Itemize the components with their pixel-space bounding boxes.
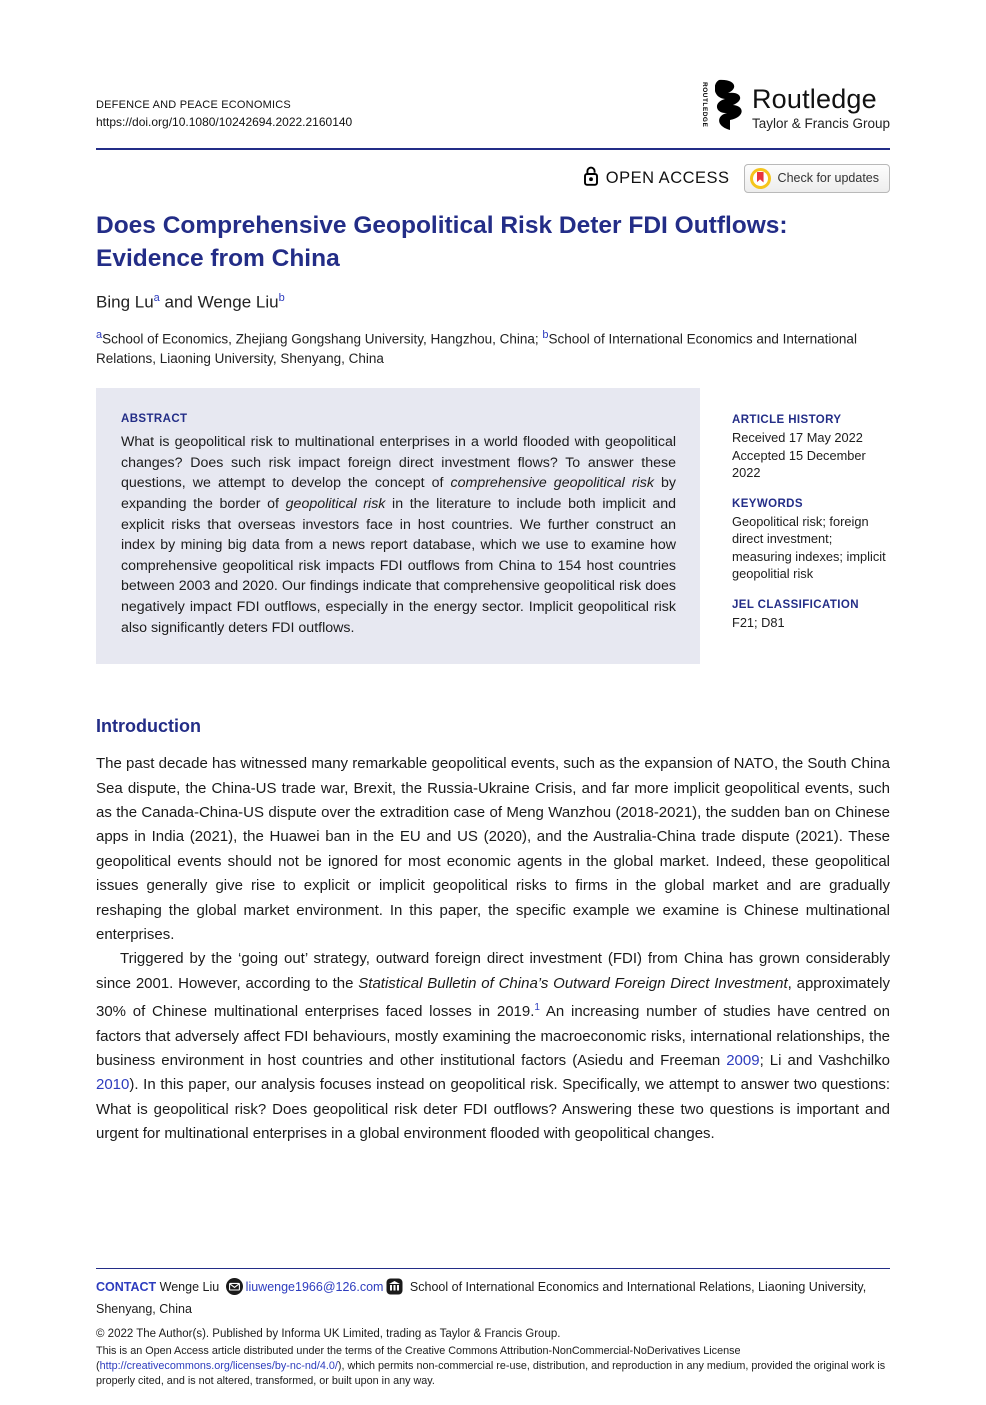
article-history-group bbox=[732, 414, 890, 482]
author-1: Bing Lu bbox=[96, 292, 154, 312]
contact-label: CONTACT bbox=[96, 1280, 157, 1294]
p2-seg-4: ; Li and Vashchilko bbox=[759, 1051, 890, 1069]
page-footer bbox=[96, 1268, 890, 1390]
publisher-logo bbox=[701, 79, 890, 136]
publisher-group: Taylor & Francis Group bbox=[751, 116, 890, 131]
abstract-seg-2: by expanding the border of bbox=[121, 475, 676, 512]
contact-name: Wenge Liu bbox=[156, 1280, 223, 1294]
routledge-vertical-text: ROUTLEDGE bbox=[700, 81, 708, 127]
authors-joiner: and bbox=[159, 292, 198, 312]
license-seg-2: ), which permits non-commercial re-use, distribution, and reproduction in any medium, provided the original work is properly cited, and is not altered, transformed, or built upon in any way. bbox=[96, 1360, 886, 1388]
open-access-lock-icon bbox=[583, 165, 599, 192]
abstract-seg-3: in the literature to include both implicit and explicit risks that overseas investors face in host countries. We further construct an index by mining big data from a news report database, which we use to examine how comprehensive geopolitical risk impacts FDI outflows from China to 154 host countries between 2003 and 2020. Our findings indicate that comprehensive geopolitical risk does negatively impact FDI outflows, especially in the energy sector. Implicit geopolitical risk also significantly deters FDI outflows. bbox=[121, 495, 677, 636]
crossmark-icon bbox=[750, 168, 771, 189]
author-2: Wenge Liu bbox=[197, 292, 279, 312]
p2-seg-2: , approximately 30% of Chinese multinational enterprises faced losses in 2019. bbox=[96, 974, 890, 1021]
affil-b-text: School of International Economics and International Relations, Liaoning University, Shenyang, China bbox=[96, 331, 857, 366]
affiliations bbox=[96, 326, 890, 369]
contact-affiliation: School of International Economics and International Relations, Liaoning University, Shenyang, China bbox=[96, 1280, 867, 1316]
footer-divider bbox=[96, 1268, 890, 1269]
abstract-text bbox=[121, 432, 676, 638]
p2-seg-5: ). In this paper, our analysis focuses instead on geopolitical risk. Specifically, we attempt to answer two questions: What is geopolitical risk? Does geopolitical risk deter FDI outflows? Answering these two questions is important and urgent for multinational enterprises in a global environment flooded with geopolitical changes. bbox=[96, 1076, 890, 1143]
jel-group bbox=[732, 599, 890, 632]
abstract-label: ABSTRACT bbox=[121, 413, 188, 426]
doi-text: https://doi.org/10.1080/10242694.2022.2160140 bbox=[96, 115, 353, 129]
accepted-date: Accepted 15 December 2022 bbox=[732, 447, 866, 481]
author-2-affil-sup: b bbox=[278, 292, 285, 304]
abstract-italic-1: comprehensive geopolitical risk bbox=[450, 475, 654, 492]
citation-2010-link[interactable]: 2010 bbox=[96, 1076, 130, 1094]
affil-b-sup: b bbox=[542, 328, 549, 341]
email-icon bbox=[226, 1278, 243, 1300]
abstract-seg-1: What is geopolitical risk to multinational enterprises in a world flooded with geopolitical changes? Does such risk impact foreign direct investment flows? To answer these questions, we attempt to develop the concept of bbox=[121, 434, 676, 492]
jel-text: F21; D81 bbox=[732, 614, 785, 630]
copyright-line: © 2022 The Author(s). Published by Informa UK Limited, trading as Taylor & Francis Group. bbox=[96, 1328, 561, 1340]
article-info-column bbox=[732, 388, 890, 664]
article-title bbox=[96, 209, 890, 275]
license-paragraph bbox=[96, 1344, 890, 1390]
authors-line bbox=[96, 292, 890, 313]
title-line-1: Does Comprehensive Geopolitical Risk Deter FDI Outflows: bbox=[96, 212, 788, 239]
citation-2009-link[interactable]: 2009 bbox=[726, 1051, 760, 1069]
routledge-mark-icon bbox=[715, 79, 745, 136]
p2-seg-1: Triggered by the ‘going out’ strategy, outward foreign direct investment (FDI) from China has grown considerably since 2001. However, according to the bbox=[96, 950, 890, 992]
abstract-italic-2: geopolitical risk bbox=[285, 495, 386, 512]
keywords-text: Geopolitical risk; foreign direct investment; measuring indexes; implicit geopolitial risk bbox=[732, 513, 886, 582]
keywords-group bbox=[732, 498, 890, 583]
campus-icon bbox=[386, 1278, 403, 1300]
jel-label: JEL CLASSIFICATION bbox=[732, 598, 859, 611]
contact-email-link[interactable]: liuwenge1966@126.com bbox=[245, 1280, 384, 1294]
license-url-link[interactable]: http://creativecommons.org/licenses/by-nc-nd/4.0/ bbox=[99, 1360, 338, 1373]
publisher-names bbox=[752, 84, 890, 131]
contact-line bbox=[96, 1278, 890, 1318]
p2-italic-title: Statistical Bulletin of China’s Outward Foreign Direct Investment bbox=[358, 974, 788, 992]
open-access-label: OPEN ACCESS bbox=[605, 168, 730, 187]
journal-name: DEFENCE AND PEACE ECONOMICS bbox=[96, 99, 291, 111]
page-header bbox=[96, 81, 890, 136]
affil-a-text: School of Economics, Zhejiang Gongshang University, Hangzhou, China; bbox=[102, 331, 543, 347]
title-line-2: Evidence from China bbox=[96, 245, 340, 272]
header-divider bbox=[96, 148, 890, 150]
journal-meta bbox=[96, 97, 352, 131]
abstract-box bbox=[96, 388, 700, 664]
keywords-label: KEYWORDS bbox=[732, 497, 803, 510]
publisher-name: Routledge bbox=[751, 84, 877, 114]
footnote-1-link[interactable]: 1 bbox=[534, 1002, 540, 1014]
affil-a-sup: a bbox=[96, 328, 103, 341]
introduction-heading: Introduction bbox=[96, 716, 201, 737]
intro-paragraph-1: The past decade has witnessed many remarkable geopolitical events, such as the expansion of NATO, the South China Sea dispute, the China-US trade war, Brexit, the Russia-Ukraine Crisis, and far more implicit geopolitical events, such as the Canada-China-US dispute over the extradition case of Meng Wanzhou (2018-2021), the sudden ban on Chinese apps in India (2021), the Huawei ban in the EU and US (2020), and the Australia-China trade dispute (2021). These geopolitical events should not be ignored for most economic agents in the global market. Indeed, these geopolitical issues generally give rise to explicit or implicit geopolitical risks to firms in the global market and are gradually reshaping the global market environment. In this paper, the specific example we examine is Chinese multinational enterprises. bbox=[96, 755, 890, 943]
check-for-updates-label: Check for updates bbox=[777, 171, 879, 185]
article-history-label: ARTICLE HISTORY bbox=[732, 414, 842, 427]
license-seg-1: This is an Open Access article distributed under the terms of the Creative Commons Attribution-NonCommercial-NoDerivatives License ( bbox=[96, 1345, 741, 1373]
p2-seg-3: An increasing number of studies have centred on factors that adversely affect FDI behaviours, mostly examining the macroeconomic risks, international relationships, the business environment in host countries and other institutional factors (Asiedu and Freeman bbox=[96, 1003, 890, 1069]
open-access-badge bbox=[583, 165, 730, 192]
check-for-updates-button[interactable] bbox=[744, 164, 890, 193]
intro-paragraph-2 bbox=[96, 947, 890, 1146]
author-1-affil-sup: a bbox=[153, 292, 160, 304]
received-date: Received 17 May 2022 bbox=[732, 430, 863, 446]
abstract-section bbox=[96, 388, 890, 664]
open-access-row bbox=[96, 163, 890, 193]
